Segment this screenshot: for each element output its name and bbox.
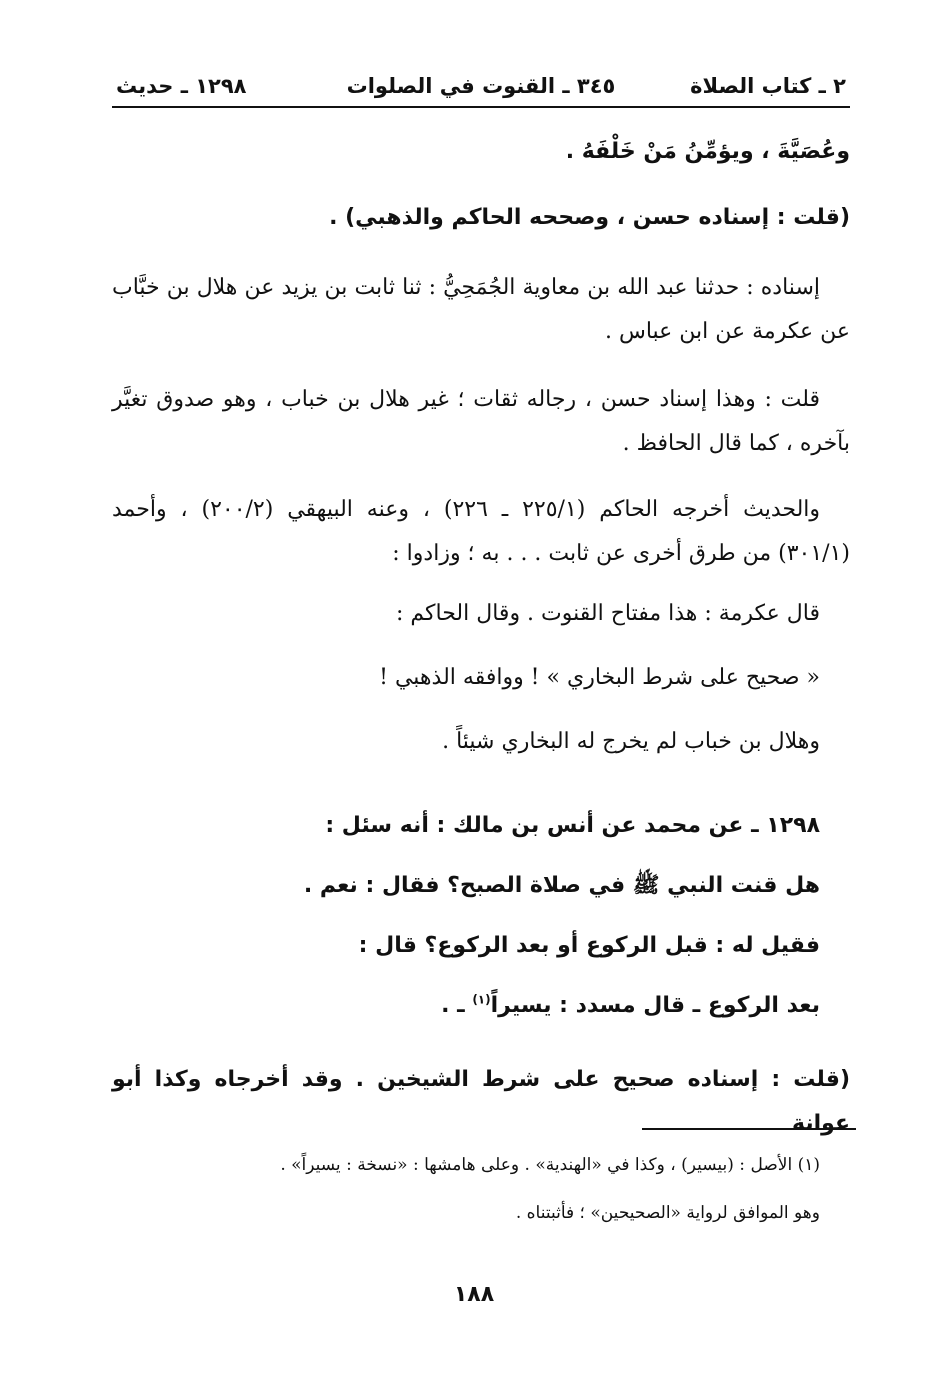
hadith-1298-line-4 xyxy=(112,984,850,1028)
quote-line-3: وهلال بن خباب لم يخرج له البخاري شيئاً . xyxy=(442,729,820,754)
hadith-line-4-end: ـ . xyxy=(441,993,473,1018)
quote-line-2: « صحيح على شرط البخاري » ! ووافقه الذهبي ! xyxy=(379,665,820,690)
footnote-1-continued: وهو الموافق لرواية «الصحيحين» ؛ فأثبتناه . xyxy=(515,1203,820,1223)
hadith-1298-line-3: فقيل له : قبل الركوع أو بعد الركوع؟ قال : xyxy=(358,933,820,958)
footnote-separator xyxy=(642,1128,856,1130)
qult-ruling-3: (قلت : إسناده صحيح على شرط الشيخين . وقد أخرجاه وكذا أبو عوانة xyxy=(112,1067,850,1136)
hadith-1298-line-1: ١٢٩٨ ـ عن محمد عن أنس بن مالك : أنه سئل : xyxy=(325,813,820,838)
hadith-1298-line-2: هل قنت النبي ﷺ في صلاة الصبح؟ فقال : نعم . xyxy=(303,873,820,898)
running-header xyxy=(112,72,850,108)
header-chapter-title: ٣٤٥ ـ القنوت في الصلوات xyxy=(346,74,616,98)
footnote-1: (١) الأصل : (بيسير) ، وكذا في «الهندية» . وعلى هامشها : «نسخة : يسيراً» . xyxy=(280,1155,820,1175)
takhrij-paragraph: والحديث أخرجه الحاكم (٢٢٥/١ ـ ٢٢٦) ، وعنه البيهقي (٢٠٠/٢) ، وأحمد (٣٠١/١) من طرق أخرى عن ثابت . . . به ؛ وزادوا : xyxy=(112,497,850,566)
continued-hadith-line: وعُصَيَّةَ ، ويؤمِّنُ مَنْ خَلْفَهُ . xyxy=(565,139,850,164)
header-book-title: ٢ ـ كتاب الصلاة xyxy=(690,74,846,98)
hadith-line-4-text: بعد الركوع ـ قال مسدد : يسيراً xyxy=(490,993,820,1018)
header-hadith-number: ١٢٩٨ ـ حديث xyxy=(116,74,247,98)
isnad-paragraph: إسناده : حدثنا عبد الله بن معاوية الجُمَحِيُّ : ثنا ثابت بن يزيد عن هلال بن خبَّاب عن عكرمة عن ابن عباس . xyxy=(112,275,850,344)
qult-ruling-1: (قلت : إسناده حسن ، وصححه الحاكم والذهبي) . xyxy=(329,205,850,230)
qult-paragraph-2: قلت : وهذا إسناد حسن ، رجاله ثقات ؛ غير هلال بن خباب ، وهو صدوق تغيَّر بآخره ، كما قال الحافظ . xyxy=(112,387,850,456)
quote-line-1: قال عكرمة : هذا مفتاح القنوت . وقال الحاكم : xyxy=(396,601,820,626)
footnote-ref-1[interactable]: (١) xyxy=(472,992,491,1007)
page-number: ١٨٨ xyxy=(453,1282,495,1307)
